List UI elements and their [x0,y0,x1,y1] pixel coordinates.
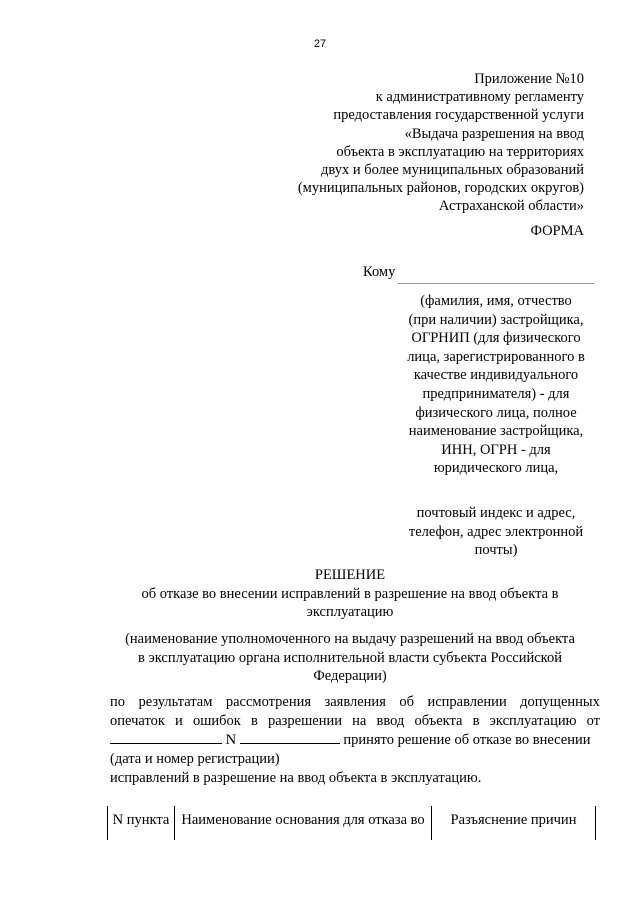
body-word: объекта [414,712,463,729]
decision-body [110,693,600,788]
appendix-line: двух и более муниципальных образований [321,162,584,179]
recipient-note-line: физического лица, полное [415,404,577,421]
body-word: заявления [324,694,386,710]
recipient-note-line: лица, зарегистрированного в [407,348,585,365]
decision-subtitle-line: эксплуатацию [306,604,394,621]
address-note-line: почты) [474,542,518,559]
appendix-line: предоставления государственной услуги [333,107,584,124]
reasons-table [107,806,596,840]
body-line-4: исправлений в разрешение на ввод объекта в эксплуатацию. [110,769,482,786]
address-note-line: телефон, адрес электронной [408,523,584,540]
decision-subtitle-line: об отказе во внесении исправлений в разрешение на ввод объекта в [141,585,559,602]
body-word: в [250,712,258,729]
recipient-note-line: ИНН, ОГРН - для [441,441,551,458]
recipient-note-line: предпринимателя) - для [422,385,570,402]
body-word: в [472,712,480,729]
appendix-line: к административному регламенту [375,89,584,106]
body-line-2 [110,712,600,731]
appendix-line: (муниципальных районов, городских округов) [297,180,584,197]
body-line-3-text: принято решение об отказе во внесении [343,731,591,748]
registration-note: (дата и номер регистрации) [110,750,280,767]
recipient-note-line: качестве индивидуального [413,367,579,384]
to-label: Кому [363,264,396,280]
authority-note-line: Федерации) [313,668,387,685]
body-word: рассмотрения [225,694,312,710]
body-word: об [399,694,414,710]
table-header-cell: Наименование основания для отказа во [175,806,432,840]
body-line-1 [110,693,600,712]
body-word: результатам [138,694,213,710]
body-word: ошибок [192,712,241,729]
appendix-header [244,70,584,216]
number-sign: N [225,731,237,748]
body-word: ввод [376,712,405,729]
authority-note-line: в эксплуатацию органа исполнительной власти субъекта Российской [138,649,562,666]
recipient-note-line: наименование застройщика, [408,423,584,440]
body-word: допущенных [520,694,600,710]
table-header-cell: N пункта [108,806,175,840]
address-note-line: почтовый индекс и адрес, [416,505,576,521]
recipient-note [394,292,598,478]
table-header-row [108,806,596,840]
decision-heading [100,566,600,622]
address-note [394,504,598,560]
page-number: 27 [313,38,327,50]
recipient-note-line: ОГРНИП (для физического [411,330,581,347]
body-word: и [175,712,183,729]
body-word: от [586,712,600,729]
body-word: на [352,712,367,729]
authority-note [100,630,600,686]
date-blank-field [110,731,222,744]
body-word: по [110,694,126,710]
body-word: разрешении [268,712,342,729]
appendix-line: объекта в эксплуатацию на территориях [336,143,584,160]
body-word: эксплуатацию [489,712,577,729]
table-header-cell: Разъяснение причин [432,806,596,840]
form-label: ФОРМА [530,223,584,239]
recipient-note-line: (фамилия, имя, отчество [420,293,572,309]
recipient-note-line: (при наличии) застройщика, [408,311,584,328]
body-word: опечаток [110,712,165,729]
number-blank-field [240,731,340,744]
authority-note-line: (наименование уполномоченного на выдачу разрешений на ввод объекта [125,631,575,647]
body-word: исправлении [427,694,507,710]
appendix-line: «Выдача разрешения на ввод [404,125,584,142]
body-line-3 [110,731,600,750]
recipient-note-line: юридического лица, [433,460,559,477]
decision-title: РЕШЕНИЕ [314,567,386,583]
recipient-blank-line [398,283,594,284]
appendix-line: Приложение №10 [474,71,584,87]
appendix-line: Астраханской области» [438,198,584,215]
